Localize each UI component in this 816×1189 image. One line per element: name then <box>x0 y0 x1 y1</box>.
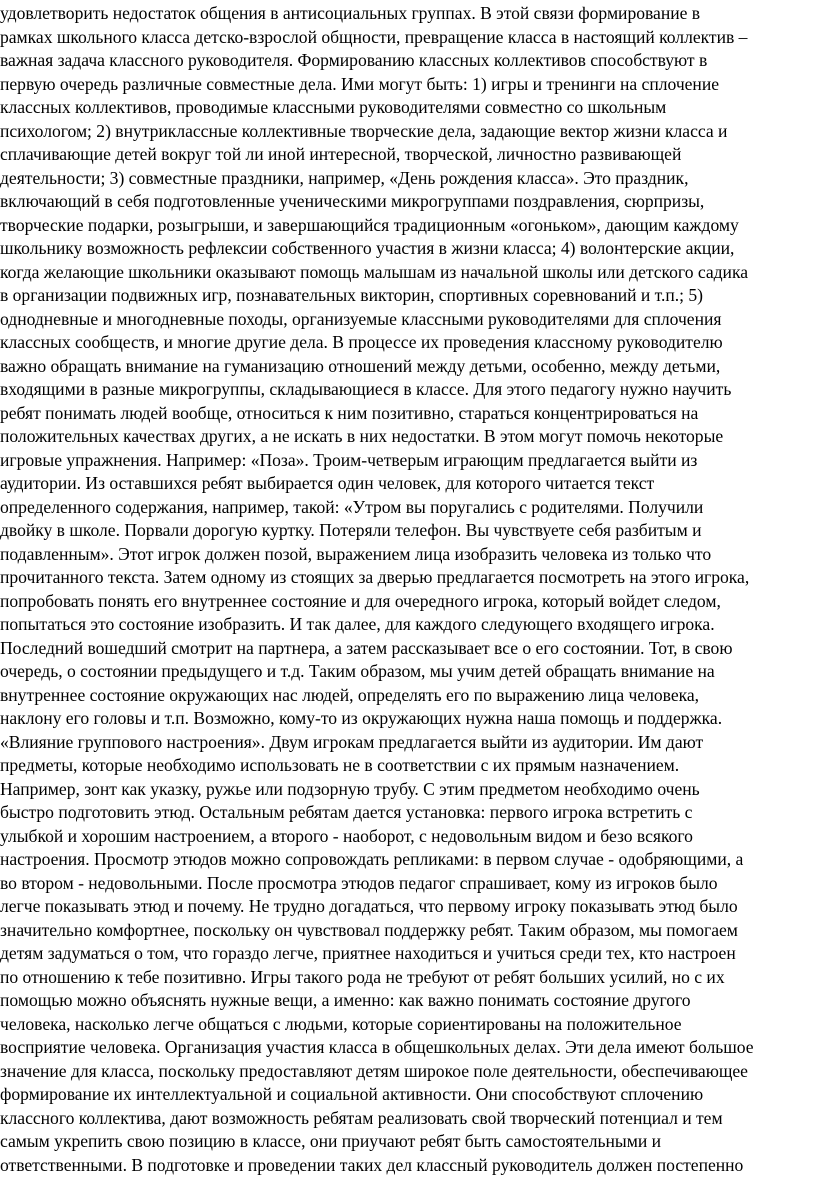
text-line: восприятие человека. Организация участия класса в общешкольных делах. Эти дела имеют большое <box>0 1037 754 1057</box>
text-line: прочитанного текста. Затем одному из стоящих за дверью предлагается посмотреть на этого игрока, <box>0 567 750 587</box>
text-line: по отношению к тебе позитивно. Игры такого рода не требуют от ребят больших усилий, но с их <box>0 966 725 987</box>
text-line: определенного содержания, например, такой: «Утром вы поругались с родителями. Получили <box>0 496 704 517</box>
text-line: подавленным». Этот игрок должен позой, выражением лица изобразить человека из только что <box>0 543 712 564</box>
text-line: предметы, которые необходимо использовать не в соответствии с их прямым назначением. <box>0 755 680 775</box>
text-line: первую очередь различные совместные дела. Ими могут быть: 1) игры и тренинги на сплочение <box>0 73 719 94</box>
text-line: самым укрепить свою позицию в классе, они приучают ребят быть самостоятельными и <box>0 1131 661 1151</box>
text-line: ребят понимать людей вообще, относиться к ним позитивно, стараться концентрироваться на <box>0 402 699 423</box>
text-line: удовлетворить недостаток общения в антисоциальных группах. В этой связи формирование в <box>0 3 701 23</box>
text-line: наклону его головы и т.п. Возможно, кому-то из окружающих нужна наша помощь и поддержка. <box>0 708 723 728</box>
text-line: во втором - недовольными. После просмотра этюдов педагог спрашивает, кому из игроков было <box>0 872 718 893</box>
text-line: классных сообществ, и многие другие дела. В процессе их проведения классному руководителю <box>0 332 723 352</box>
text-line: формирование их интеллектуальной и социальной активности. Они способствуют сплочению <box>0 1084 704 1104</box>
text-line: улыбкой и хорошим настроением, а второго - наоборот, с недовольным видом и безо всякого <box>0 825 693 846</box>
text-line: сплачивающие детей вокруг той ли иной интересной, творческой, личностно развивающей <box>0 144 682 164</box>
text-line: настроения. Просмотр этюдов можно сопровождать репликами: в первом случае - одобряющими, а <box>0 849 744 869</box>
text-line: важная задача классного руководителя. Формированию классных коллективов способствуют в <box>0 50 708 70</box>
text-line: когда желающие школьники оказывают помощь малышам из начальной школы или детского садика <box>0 261 748 282</box>
text-line: ответственными. В подготовке и проведении таких дел классный руководитель должен постепенно <box>0 1154 744 1175</box>
text-line: классного коллектива, дают возможность ребятам реализовать свой творческий потенциал и тем <box>0 1107 723 1128</box>
text-line: очередь, о состоянии предыдущего и т.д. Таким образом, мы учим детей обращать внимание на <box>0 661 715 681</box>
text-line: попробовать понять его внутреннее состояние и для очередного игрока, который войдет следом, <box>0 590 721 611</box>
text-line: положительных качествах других, а не искать в них недостатки. В этом могут помочь некоторые <box>0 426 724 446</box>
text-line: игровые упражнения. Например: «Поза». Троим-четверым играющим предлагается выйти из <box>0 449 698 470</box>
text-line: человека, насколько легче общаться с людьми, которые сориентированы на положительное <box>0 1013 682 1034</box>
text-line: психологом; 2) внутриклассные коллективные творческие дела, задающие вектор жизни класса и <box>0 120 728 141</box>
text-line: школьнику возможность рефлексии собственного участия в жизни класса; 4) волонтерские акции, <box>0 238 735 258</box>
text-line: однодневные и многодневные походы, организуемые классными руководителями для сплочения <box>0 308 722 329</box>
text-line: входящими в разные микрогруппы, складывающиеся в классе. Для этого педагогу нужно научить <box>0 379 732 399</box>
text-line: включающий в себя подготовленные ученическими микрогруппами поздравления, сюрпризы, <box>0 191 705 211</box>
text-line: аудитории. Из оставшихся ребят выбирается один человек, для которого читается текст <box>0 473 655 493</box>
text-line: значительно комфортнее, поскольку он чувствовал поддержку ребят. Таким образом, мы помогаем <box>0 919 738 940</box>
text-line: внутреннее состояние окружающих нас людей, определять его по выражению лица человека, <box>0 684 700 705</box>
text-line: детям задуматься о том, что гораздо легче, приятнее находиться и учиться среди тех, кто настроен <box>0 943 736 963</box>
text-line: классных коллективов, проводимые классными руководителями совместно со школьным <box>0 97 667 117</box>
text-line: быстро подготовить этюд. Остальным ребятам дается установка: первого игрока встретить с <box>0 802 693 822</box>
text-line: легче показывать этюд и почему. Не трудно догадаться, что первому игроку показывать этюд было <box>0 896 738 916</box>
text-line: Например, зонт как указку, ружье или подзорную трубу. С этим предметом необходимо очень <box>0 778 700 799</box>
text-line: двойку в школе. Порвали дорогую куртку. Потеряли телефон. Вы чувствуете себя разбитым и <box>0 520 702 540</box>
text-line: значение для класса, поскольку предоставляют детям широкое поле деятельности, обеспечивающее <box>0 1060 748 1081</box>
text-line: «Влияние группового настроения». Двум игрокам предлагается выйти из аудитории. Им дают <box>0 731 704 752</box>
text-line: творческие подарки, розыгрыши, и завершающийся традиционным «огоньком», дающим каждому <box>0 214 739 235</box>
text-line: попытаться это состояние изобразить. И так далее, для каждого следующего входящего игрока. <box>0 614 715 634</box>
text-line: Последний вошедший смотрит на партнера, а затем рассказывает все о его состоянии. Тот, в свою <box>0 637 733 658</box>
text-line: помощью можно объяснять нужные вещи, а именно: как важно понимать состояние другого <box>0 990 691 1010</box>
text-line: рамках школьного класса детско-взрослой общности, превращение класса в настоящий коллектив – <box>0 26 748 47</box>
text-line: важно обращать внимание на гуманизацию отношений между детьми, особенно, между детьми, <box>0 355 721 376</box>
text-line: деятельности; 3) совместные праздники, например, «День рождения класса». Это праздник, <box>0 167 689 188</box>
text-line: в организации подвижных игр, познавательных викторин, спортивных соревнований и т.п.; 5) <box>0 285 704 305</box>
